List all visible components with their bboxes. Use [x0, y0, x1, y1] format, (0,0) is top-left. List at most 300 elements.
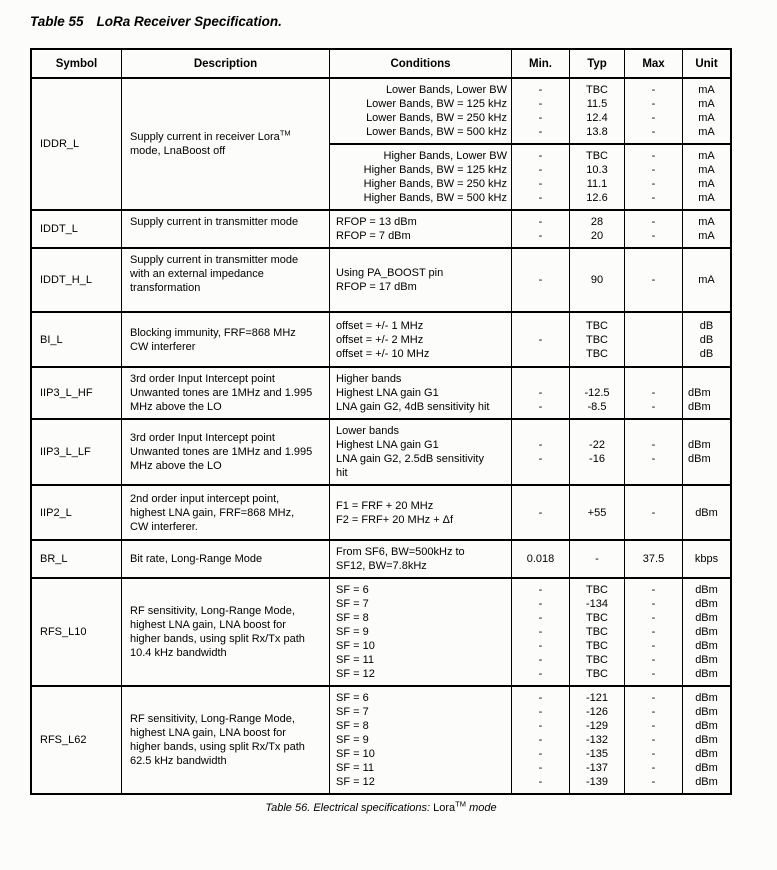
condition-group [330, 313, 730, 366]
min-column [511, 145, 569, 209]
min-value: - [538, 84, 543, 96]
max-value: - [651, 401, 656, 413]
unit-value: dB [699, 333, 714, 346]
max-value: - [651, 626, 656, 638]
cond-value: SF = 6 [336, 692, 369, 704]
condition-group [330, 541, 730, 577]
typ-value: TBC [586, 612, 608, 624]
max-column [624, 313, 682, 366]
symbol-cell: BR_L [40, 553, 68, 565]
cond-value: Lower Bands, BW = 250 kHz [366, 112, 507, 124]
max-value: - [651, 126, 656, 138]
max-column [624, 420, 682, 484]
unit-value: dBm [695, 598, 718, 610]
unit-value: kbps [694, 553, 719, 565]
condition-group [330, 143, 730, 209]
max-value: - [651, 216, 656, 228]
min-column [511, 579, 569, 685]
description-line: higher bands, using split Rx/Tx path [130, 741, 305, 753]
min-value: - [538, 584, 543, 596]
cond-column [330, 145, 511, 209]
description-line: 10.4 kHz bandwidth [130, 647, 227, 659]
cond-value: Lower bands [336, 425, 399, 437]
unit-value: mA [698, 112, 715, 124]
typ-value: -132 [585, 734, 609, 746]
description-cell [121, 486, 329, 539]
min-value: - [538, 776, 543, 788]
cond-value: SF = 8 [336, 720, 369, 732]
cond-value: Higher Bands, Lower BW [383, 150, 507, 162]
min-value: - [538, 216, 543, 228]
description-line: 3rd order Input Intercept point [130, 432, 275, 444]
cond-value: SF12, BW=7.8kHz [336, 560, 427, 572]
unit-value: dBm [695, 506, 718, 519]
header-max: Max [624, 50, 682, 77]
lora-receiver-spec-table [30, 48, 732, 795]
symbol-cell: IIP3_L_LF [40, 446, 91, 458]
typ-value: 20 [590, 230, 604, 242]
specs-cell [329, 420, 730, 484]
description-line: mode, LnaBoost off [130, 145, 226, 157]
min-column [511, 211, 569, 247]
max-value: - [651, 762, 656, 774]
typ-value: 28 [590, 216, 604, 228]
typ-value: TBC [586, 584, 608, 596]
cond-value: SF = 10 [336, 640, 375, 652]
description-line: Supply current in transmitter mode [130, 216, 299, 228]
typ-column [569, 687, 624, 793]
description-line: Bit rate, Long-Range Mode [130, 553, 263, 565]
cond-value: SF = 11 [336, 654, 375, 666]
unit-value: dBm [695, 654, 718, 666]
max-column [624, 368, 682, 418]
typ-column [569, 313, 624, 366]
max-value: - [651, 748, 656, 760]
symbol-cell: IDDT_L [40, 223, 78, 235]
cond-value: RFOP = 17 dBm [336, 281, 417, 293]
typ-column [569, 541, 624, 577]
max-value: - [651, 230, 656, 242]
typ-value: -139 [585, 776, 609, 788]
unit-value: mA [698, 178, 715, 190]
min-value: - [538, 706, 543, 718]
unit-column [682, 541, 730, 577]
typ-value: 13.8 [586, 126, 608, 138]
cond-column [330, 313, 511, 366]
min-column [511, 313, 569, 366]
cond-value: Highest LNA gain G1 [336, 387, 439, 399]
description-line: 3rd order Input Intercept point [130, 373, 275, 385]
unit-value: dB [699, 319, 714, 332]
condition-group [330, 486, 730, 539]
unit-value: dBm [695, 776, 718, 788]
unit-column [682, 579, 730, 685]
min-value: - [538, 612, 543, 624]
max-value: - [651, 654, 656, 666]
unit-value: dBm [688, 453, 711, 465]
max-value: - [651, 164, 656, 176]
max-value: - [651, 98, 656, 110]
unit-column [682, 79, 730, 143]
cond-column [330, 541, 511, 577]
unit-value: mA [698, 84, 715, 96]
max-column [624, 486, 682, 539]
min-value: - [538, 506, 543, 519]
description-line: RF sensitivity, Long-Range Mode, [130, 713, 295, 725]
min-value: - [538, 192, 543, 204]
specs-cell [329, 541, 730, 577]
max-value: - [651, 506, 656, 519]
table-row [32, 685, 730, 793]
description-line: Unwanted tones are 1MHz and 1.995 [130, 446, 313, 458]
typ-value: +55 [587, 506, 607, 519]
max-value: - [651, 84, 656, 96]
header-conditions: Conditions [329, 50, 511, 77]
min-value: - [538, 387, 543, 399]
max-value: - [651, 387, 656, 399]
min-value: - [538, 598, 543, 610]
description-cell [121, 687, 329, 793]
header-min: Min. [511, 50, 569, 77]
unit-column [682, 211, 730, 247]
description-cell [121, 541, 329, 577]
description-line: Unwanted tones are 1MHz and 1.995 [130, 387, 313, 399]
unit-value: dBm [695, 626, 718, 638]
cond-value: Using PA_BOOST pin [336, 267, 444, 279]
description-line: CW interferer. [130, 520, 198, 533]
unit-value: mA [698, 216, 715, 228]
typ-column [569, 486, 624, 539]
min-value: - [538, 668, 543, 680]
min-column [511, 486, 569, 539]
max-value: - [651, 192, 656, 204]
table-row [32, 77, 730, 209]
min-value: - [538, 453, 543, 465]
min-value: - [538, 230, 543, 242]
min-value: - [538, 762, 543, 774]
typ-value: -137 [585, 762, 609, 774]
specs-cell [329, 579, 730, 685]
table-row [32, 247, 730, 311]
min-value: - [538, 640, 543, 652]
description-line: Supply current in receiver Lora™ [130, 128, 291, 143]
min-value: - [538, 98, 543, 110]
typ-value: TBC [586, 347, 608, 360]
description-line: highest LNA gain, LNA boost for [130, 727, 286, 739]
min-value: - [538, 626, 543, 638]
min-value: - [538, 720, 543, 732]
cond-value: SF = 7 [336, 706, 369, 718]
max-value: - [651, 692, 656, 704]
cond-value: LNA gain G2, 2.5dB sensitivity [336, 453, 484, 465]
table-row [32, 366, 730, 418]
unit-column [682, 486, 730, 539]
max-column [624, 145, 682, 209]
header-description: Description [121, 50, 329, 77]
typ-value: TBC [586, 654, 608, 666]
max-value: - [651, 112, 656, 124]
typ-value: TBC [586, 640, 608, 652]
page-title [30, 14, 777, 29]
typ-column [569, 211, 624, 247]
cond-value: RFOP = 13 dBm [336, 216, 417, 228]
cond-value: SF = 10 [336, 748, 375, 760]
typ-value: -121 [585, 692, 609, 704]
cond-value: Higher Bands, BW = 500 kHz [363, 192, 507, 204]
cond-column [330, 79, 511, 143]
min-value: - [538, 734, 543, 746]
unit-column [682, 313, 730, 366]
cond-value: Highest LNA gain G1 [336, 439, 439, 451]
cond-column [330, 249, 511, 311]
description-line: with an external impedance [130, 268, 264, 280]
max-value: - [651, 439, 656, 451]
min-value: - [538, 150, 543, 162]
cond-value: Lower Bands, BW = 500 kHz [366, 126, 507, 138]
max-value: - [651, 668, 656, 680]
max-value: - [651, 150, 656, 162]
typ-column [569, 145, 624, 209]
header-symbol: Symbol [55, 57, 98, 70]
specs-cell [329, 79, 730, 209]
min-value: 0.018 [526, 553, 555, 565]
unit-value: dBm [695, 612, 718, 624]
typ-value: -135 [585, 748, 609, 760]
symbol-cell: IIP2_L [40, 506, 72, 519]
typ-value: TBC [586, 84, 608, 96]
description-cell [121, 368, 329, 418]
unit-value: mA [698, 98, 715, 110]
description-cell [121, 211, 329, 247]
description-line: MHz above the LO [130, 401, 222, 413]
description-line: Supply current in transmitter mode [130, 254, 299, 266]
table-title-text: LoRa Receiver Specification. [96, 14, 282, 29]
cond-value: RFOP = 7 dBm [336, 230, 411, 242]
cond-value: From SF6, BW=500kHz to [336, 546, 465, 558]
description-line: transformation [130, 282, 201, 294]
max-value: - [651, 706, 656, 718]
min-column [511, 249, 569, 311]
max-column [624, 687, 682, 793]
table-row [32, 209, 730, 247]
max-value: - [651, 274, 656, 286]
cond-value: SF = 8 [336, 612, 369, 624]
min-value: - [538, 748, 543, 760]
symbol-cell: BI_L [40, 333, 63, 346]
cond-value: Lower Bands, BW = 125 kHz [366, 98, 507, 110]
min-value: - [538, 112, 543, 124]
typ-value: 12.6 [586, 192, 608, 204]
cond-value: SF = 9 [336, 626, 369, 638]
cond-value: F1 = FRF + 20 MHz [336, 499, 434, 512]
min-column [511, 79, 569, 143]
cond-column [330, 368, 511, 418]
typ-value: -8.5 [587, 401, 607, 413]
max-column [624, 579, 682, 685]
typ-value: -134 [585, 598, 609, 610]
typ-value: TBC [586, 626, 608, 638]
cond-column [330, 579, 511, 685]
min-value: - [538, 178, 543, 190]
max-column [624, 541, 682, 577]
typ-value: -22 [589, 439, 605, 451]
cond-value: SF = 12 [336, 776, 375, 788]
table-row [32, 418, 730, 484]
typ-value: TBC [586, 668, 608, 680]
unit-value: mA [698, 274, 715, 286]
description-line: higher bands, using split Rx/Tx path [130, 633, 305, 645]
max-column [624, 249, 682, 311]
description-line: 62.5 kHz bandwidth [130, 755, 227, 767]
unit-value: dBm [695, 668, 718, 680]
typ-value: 90 [590, 274, 604, 286]
cond-value: SF = 7 [336, 598, 369, 610]
cond-value: LNA gain G2, 4dB sensitivity hit [336, 401, 490, 413]
max-value: - [651, 734, 656, 746]
unit-value: dBm [695, 734, 718, 746]
unit-value: dBm [695, 762, 718, 774]
table-body [32, 77, 730, 793]
cond-value: offset = +/- 10 MHz [336, 347, 430, 360]
min-value: - [538, 439, 543, 451]
typ-value: 11.1 [586, 178, 608, 190]
cond-column [330, 687, 511, 793]
min-value: - [538, 654, 543, 666]
unit-value: mA [698, 150, 715, 162]
typ-value: -129 [585, 720, 609, 732]
description-line: Blocking immunity, FRF=868 MHz [130, 326, 296, 339]
max-value: - [651, 178, 656, 190]
typ-value: -12.5 [584, 387, 610, 399]
min-value: - [538, 126, 543, 138]
table-header-row [32, 50, 730, 77]
typ-value: TBC [586, 150, 608, 162]
cond-column [330, 420, 511, 484]
description-line: RF sensitivity, Long-Range Mode, [130, 605, 295, 617]
table-row [32, 577, 730, 685]
table-number: Table 55 [30, 14, 84, 29]
specs-cell [329, 687, 730, 793]
table-row [32, 311, 730, 366]
max-value: - [651, 776, 656, 788]
max-column [624, 211, 682, 247]
unit-column [682, 368, 730, 418]
unit-column [682, 687, 730, 793]
typ-value: 11.5 [586, 98, 608, 110]
header-typ: Typ [569, 50, 624, 77]
max-value: - [651, 598, 656, 610]
condition-group [330, 368, 730, 418]
typ-value: 10.3 [586, 164, 608, 176]
condition-group [330, 687, 730, 793]
condition-group [330, 420, 730, 484]
typ-value: -16 [589, 453, 605, 465]
specs-cell [329, 486, 730, 539]
unit-value: dBm [695, 584, 718, 596]
specs-cell [329, 313, 730, 366]
symbol-cell: IDDR_L [40, 138, 80, 150]
description-line: highest LNA gain, FRF=868 MHz, [130, 506, 295, 519]
min-value: - [538, 333, 543, 346]
typ-column [569, 368, 624, 418]
cond-value: F2 = FRF+ 20 MHz + Δf [336, 513, 454, 526]
description-line: CW interferer [130, 340, 196, 353]
min-column [511, 687, 569, 793]
description-cell [121, 249, 329, 311]
typ-column [569, 249, 624, 311]
typ-value: TBC [586, 333, 608, 346]
condition-group [330, 211, 730, 247]
max-value: - [651, 453, 656, 465]
min-value: - [538, 274, 543, 286]
max-value: - [651, 720, 656, 732]
typ-value: -126 [585, 706, 609, 718]
condition-group [330, 79, 730, 143]
description-line: MHz above the LO [130, 460, 222, 472]
cond-value: hit [336, 467, 348, 479]
table-caption: Table 56. Electrical specifications: Lora™ mode [265, 799, 497, 814]
cond-value: offset = +/- 1 MHz [336, 319, 424, 332]
specs-cell [329, 211, 730, 247]
description-cell [121, 79, 329, 209]
cond-value: Higher Bands, BW = 125 kHz [363, 164, 507, 176]
symbol-cell: RFS_L62 [40, 734, 87, 746]
min-column [511, 368, 569, 418]
table-row [32, 539, 730, 577]
cond-value: SF = 6 [336, 584, 369, 596]
symbol-cell: IIP3_L_HF [40, 387, 93, 399]
min-column [511, 420, 569, 484]
cond-column [330, 486, 511, 539]
unit-column [682, 249, 730, 311]
typ-column [569, 420, 624, 484]
description-line: highest LNA gain, LNA boost for [130, 619, 286, 631]
unit-column [682, 420, 730, 484]
cond-value: Higher bands [336, 373, 402, 385]
unit-value: dB [699, 347, 714, 360]
min-value: - [538, 692, 543, 704]
cond-column [330, 211, 511, 247]
condition-group [330, 579, 730, 685]
cond-value: SF = 12 [336, 668, 375, 680]
typ-column [569, 79, 624, 143]
unit-value: dBm [695, 720, 718, 732]
min-value: - [538, 164, 543, 176]
max-value: - [651, 584, 656, 596]
cond-value: Lower Bands, Lower BW [385, 84, 507, 96]
min-column [511, 541, 569, 577]
header-unit: Unit [682, 50, 730, 77]
description-line: 2nd order input intercept point, [130, 492, 280, 505]
unit-value: dBm [688, 401, 711, 413]
specs-cell [329, 368, 730, 418]
symbol-cell: IDDT_H_L [40, 274, 92, 286]
description-cell [121, 420, 329, 484]
unit-value: dBm [688, 439, 711, 451]
unit-value: dBm [695, 692, 718, 704]
max-value: 37.5 [642, 553, 665, 565]
unit-value: mA [698, 126, 715, 138]
cond-value: Higher Bands, BW = 250 kHz [363, 178, 507, 190]
unit-value: dBm [695, 640, 718, 652]
unit-value: mA [698, 164, 715, 176]
unit-value: dBm [695, 748, 718, 760]
typ-value: TBC [586, 319, 608, 332]
unit-value: dBm [688, 387, 711, 399]
condition-group [330, 249, 730, 311]
table-row [32, 484, 730, 539]
unit-value: mA [698, 230, 715, 242]
